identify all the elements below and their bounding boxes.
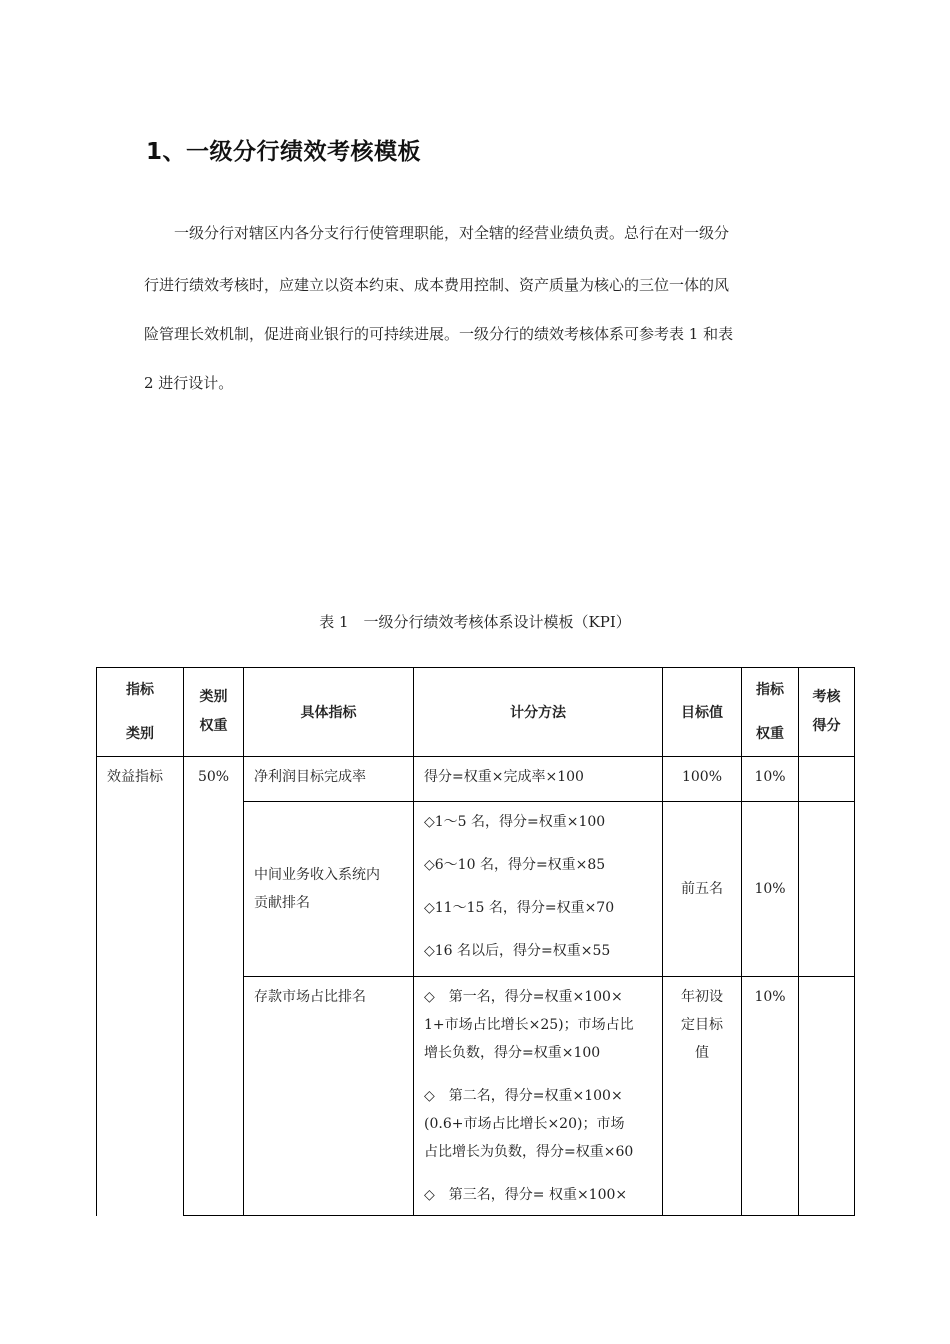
method-cell: ◇1～5 名，得分=权重×100 ◇6～10 名，得分=权重×85 ◇11～15 名，得分=权重×70 ◇16 名以后，得分=权重×55: [414, 802, 663, 977]
weight-cell: 10%: [742, 977, 799, 1216]
header-target: 目标值: [663, 668, 742, 757]
paragraph-line-3: 险管理长效机制，促进商业银行的可持续进展。一级分行的绩效考核体系可参考表 1 和表: [144, 325, 734, 343]
target-cell: 年初设 定目标 值: [663, 977, 742, 1216]
header-indicator: 具体指标: [244, 668, 414, 757]
table-header-row: [97, 668, 855, 757]
header-score: 考核 得分: [799, 668, 855, 757]
header-method: 计分方法: [414, 668, 663, 757]
category-weight-cell: 50%: [184, 757, 244, 1216]
weight-cell: 10%: [742, 757, 799, 802]
table-row: [97, 757, 855, 802]
paragraph-line-2: 行进行绩效考核时，应建立以资本约束、成本费用控制、资产质量为核心的三位一体的风: [144, 276, 730, 294]
category-cell: 效益指标: [97, 757, 184, 1216]
indicator-cell: 净利润目标完成率: [244, 757, 414, 802]
header-weight: 指标 权重: [742, 668, 799, 757]
paragraph-line-1: 一级分行对辖区内各分支行行使管理职能，对全辖的经营业绩负责。总行在对一级分: [144, 224, 730, 242]
kpi-table: [96, 667, 855, 1216]
target-cell: 前五名: [663, 802, 742, 977]
indicator-cell: 存款市场占比排名: [244, 977, 414, 1216]
indicator-cell: 中间业务收入系统内 贡献排名: [244, 802, 414, 977]
score-cell: [799, 757, 855, 802]
method-cell: ◇ 第一名，得分=权重×100× 1+市场占比增长×25)；市场占比 增长负数，得分=权重×100 ◇ 第二名，得分=权重×100× (0.6+市场占比增长×20)；市场 占比增长为负数，得分=权重×60 ◇ 第三名，得分= 权重×100×: [414, 977, 663, 1216]
method-cell: 得分=权重×完成率×100: [414, 757, 663, 802]
weight-cell: 10%: [742, 802, 799, 977]
section-heading: 1、一级分行绩效考核模板: [146, 139, 422, 165]
table-caption: 表 1 一级分行绩效考核体系设计模板（KPI）: [319, 613, 631, 631]
score-cell: [799, 802, 855, 977]
score-cell: [799, 977, 855, 1216]
header-category: 指标 类别: [97, 668, 184, 757]
header-category-weight: 类别 权重: [184, 668, 244, 757]
paragraph-line-4: 2 进行设计。: [144, 374, 234, 392]
target-cell: 100%: [663, 757, 742, 802]
